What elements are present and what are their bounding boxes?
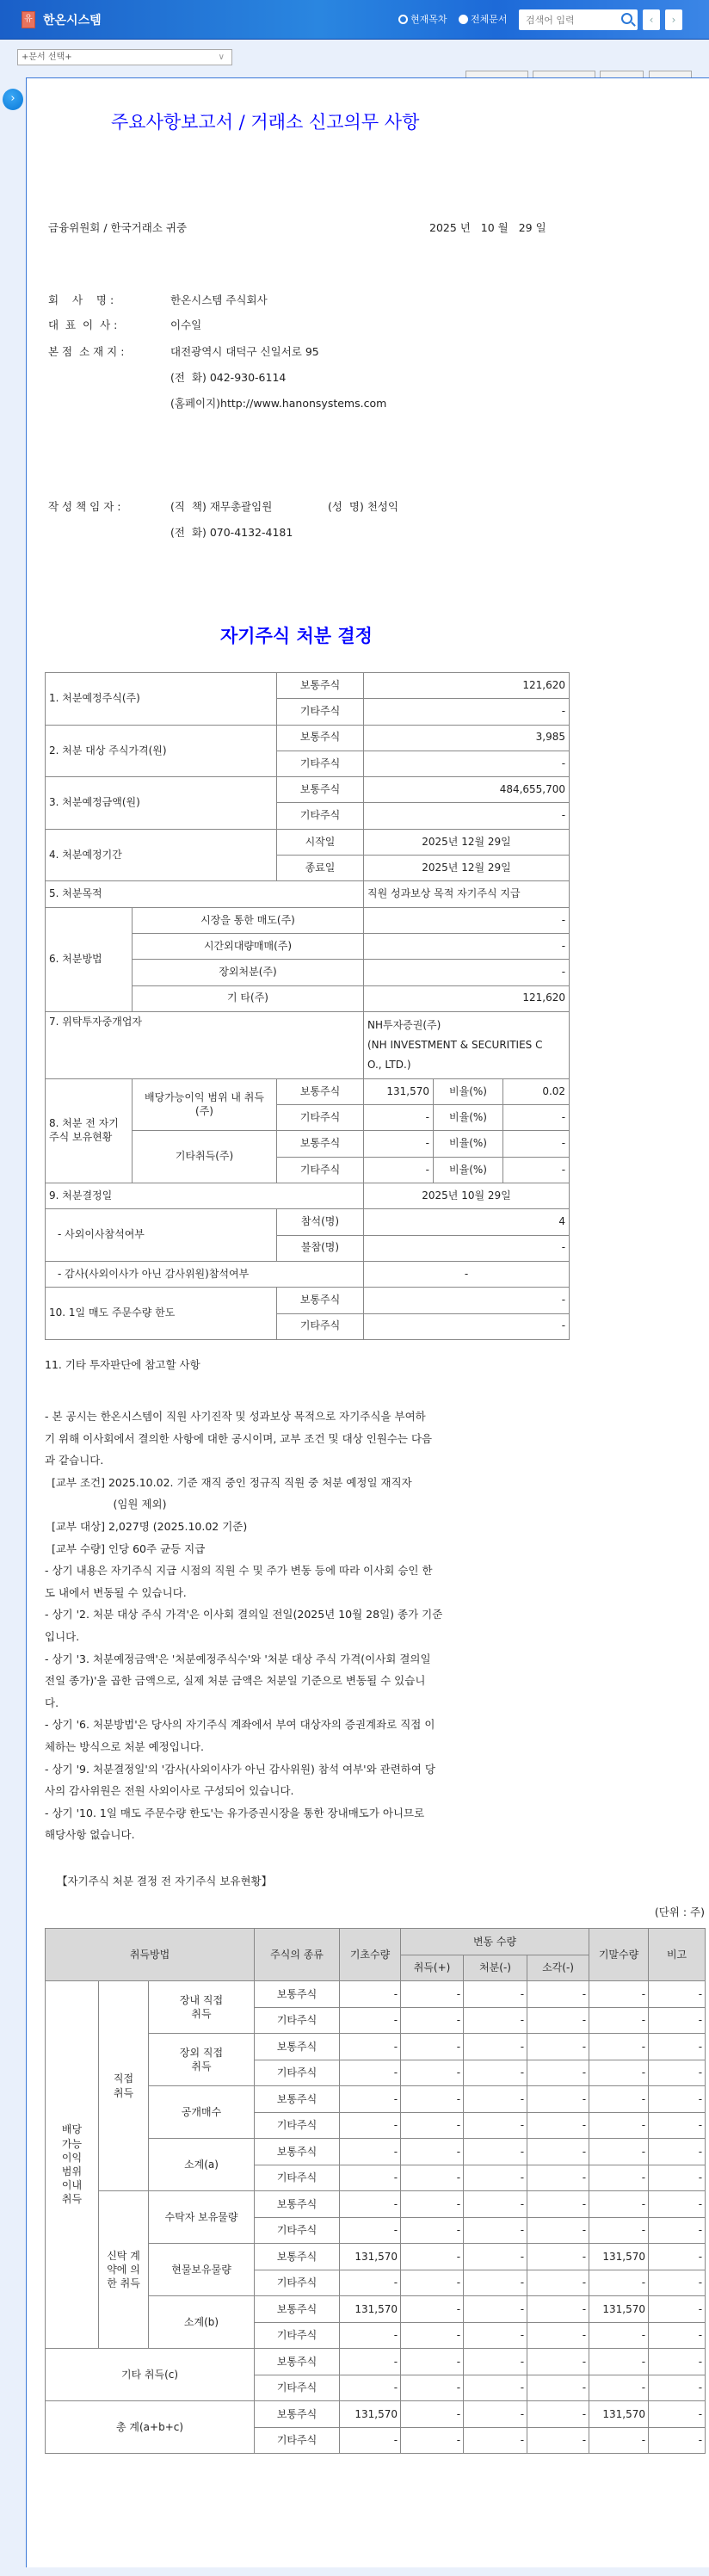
cell-value: - — [401, 2427, 464, 2454]
cell-value: - — [340, 2427, 401, 2454]
cell-value: - — [364, 1313, 570, 1339]
top-bar — [0, 0, 709, 40]
share-type: 기타주식 — [277, 751, 364, 776]
header-type: 주식의 종류 — [255, 1929, 340, 1981]
share-type: 보통주식 — [255, 2191, 340, 2218]
cell-value: - — [340, 2165, 401, 2191]
cell-value: - — [401, 2217, 464, 2244]
row-label: 4. 처분예정기간 — [46, 829, 277, 881]
note-line: - 상기 '6. 처분방법'은 당사의 자기주식 계좌에서 부여 대상자의 증권계좌로 직접 이 — [45, 1718, 435, 1732]
table-row — [46, 907, 570, 933]
cell-value: - — [340, 2270, 401, 2296]
cell-value: - — [401, 2112, 464, 2139]
table-row — [46, 2349, 706, 2375]
cell-value: - — [340, 2139, 401, 2165]
cell-value: - — [527, 2270, 589, 2296]
ratio-label: 비율(%) — [434, 1131, 503, 1157]
cell-value: - — [589, 2217, 649, 2244]
sidebar-toggle-button[interactable]: › — [3, 89, 23, 110]
note-line: 입니다. — [45, 1629, 80, 1643]
share-type: 보통주식 — [255, 2349, 340, 2375]
cell-value: - — [589, 2322, 649, 2349]
cell-value: - — [589, 2427, 649, 2454]
header-dispose: 처분(-) — [464, 1955, 527, 1981]
ratio-label: 비율(%) — [434, 1105, 503, 1131]
cell-value: - — [589, 2007, 649, 2034]
cell-value: - — [464, 2112, 527, 2139]
ratio-label: 비율(%) — [434, 1157, 503, 1183]
share-type: 기타주식 — [277, 1105, 364, 1131]
table-row — [46, 777, 570, 803]
cell-value: - — [401, 2322, 464, 2349]
cell-value: - — [464, 2244, 527, 2270]
cell-value: 3,985 — [364, 725, 570, 751]
cell-value: - — [527, 2191, 589, 2218]
table-row — [46, 1209, 570, 1235]
radio-current-toc[interactable] — [398, 12, 447, 26]
cell-value: - — [649, 2191, 706, 2218]
cell-value: 131,570 — [589, 2401, 649, 2428]
cell-value: - — [340, 1981, 401, 2008]
cell-value: - — [464, 2007, 527, 2034]
group-label: 배당 가능 이익 범위 이내 취득 — [46, 1981, 99, 2349]
row-label: 1. 처분예정주식(주) — [46, 673, 277, 726]
note-line: - 상기 내용은 자기주식 지급 시점의 직원 수 및 주가 변동 등에 따라 이사회 승인 한 — [45, 1564, 433, 1578]
cell-value: - — [527, 2007, 589, 2034]
method-label: 기 타(주) — [133, 985, 364, 1011]
cell-value: - — [527, 2296, 589, 2323]
radio-icon — [398, 15, 408, 24]
homepage-link[interactable]: (홈페이지)http://www.hanonsystems.com — [170, 397, 387, 410]
note-line: 도 내에서 변동될 수 있습니다. — [45, 1585, 187, 1599]
row-label: 2. 처분 대상 주식가격(원) — [46, 725, 277, 777]
method-label: 총 계(a+b+c) — [46, 2401, 255, 2454]
logo-icon: 유 — [22, 11, 35, 28]
share-type: 기타주식 — [277, 699, 364, 725]
note-paragraph — [45, 1405, 578, 1846]
cell-value: 484,655,700 — [364, 777, 570, 803]
company-name-label: 회 사 명 : — [48, 293, 114, 306]
cell-value: - — [464, 2034, 527, 2060]
share-type: 기타주식 — [255, 2427, 340, 2454]
present-label: 참석(명) — [277, 1209, 364, 1235]
cell-value: - — [649, 2060, 706, 2086]
prev-button[interactable]: ‹ — [643, 9, 660, 30]
table-row — [46, 1261, 570, 1287]
cell-value: - — [464, 2401, 527, 2428]
cell-value: - — [364, 907, 570, 933]
cell-value: - — [649, 2244, 706, 2270]
cell-value: - — [340, 2112, 401, 2139]
share-type: 보통주식 — [255, 2296, 340, 2323]
decision-date: 2025년 10월 29일 — [364, 1183, 570, 1209]
cell-value: - — [527, 2244, 589, 2270]
cell-value: - — [401, 2296, 464, 2323]
share-type: 기타주식 — [255, 2112, 340, 2139]
cell-value: - — [464, 2165, 527, 2191]
note-line: 체하는 방식으로 처분 예정입니다. — [45, 1739, 204, 1753]
purpose-value: 직원 성과보상 목적 자기주식 지급 — [364, 881, 570, 907]
cell-value: - — [401, 2060, 464, 2086]
search-box — [519, 9, 638, 30]
search-icon[interactable] — [621, 13, 632, 24]
cell-value: - — [464, 2296, 527, 2323]
cell-value: - — [649, 2427, 706, 2454]
table-row — [46, 1183, 570, 1209]
method-label: 공개매수 — [149, 2086, 255, 2139]
ratio: - — [503, 1131, 570, 1157]
row-label: 10. 1일 매도 주문수량 한도 — [46, 1288, 277, 1340]
broker-value — [364, 1011, 570, 1078]
cell-value: 121,620 — [364, 985, 570, 1011]
qty: - — [364, 1105, 434, 1131]
header-begin: 기초수량 — [340, 1929, 401, 1981]
holdings-title: 【자기주식 처분 결정 전 자기주식 보유현황】 — [57, 1875, 273, 1887]
holdings-table — [45, 1928, 706, 2454]
note-line: 사의 감사위원은 전원 사외이사로 구성되어 있습니다. — [45, 1784, 294, 1798]
cell-value: 131,570 — [589, 2296, 649, 2323]
cell-value: - — [364, 751, 570, 776]
cell-value: - — [401, 2270, 464, 2296]
report-date — [429, 219, 546, 235]
broker-name: NH투자증권(주) — [367, 1018, 441, 1031]
cell-value: - — [649, 2296, 706, 2323]
table-row — [46, 1078, 570, 1104]
subgroup-label: 신탁 계약에 의한 취득 — [99, 2191, 149, 2349]
audit-value: - — [364, 1261, 570, 1287]
cell-value: - — [589, 2191, 649, 2218]
share-type: 보통주식 — [277, 1131, 364, 1157]
cell-value: - — [401, 2139, 464, 2165]
share-type: 기타주식 — [255, 2165, 340, 2191]
note-line: [교부 조건] 2025.10.02. 기준 재직 중인 정규직 직원 중 처분 예정일 재직자 — [45, 1475, 412, 1489]
row-label: 9. 처분결정일 — [46, 1183, 364, 1209]
table-row — [46, 829, 570, 855]
method-label: 장외처분(주) — [133, 960, 364, 985]
note-line: - 상기 '2. 처분 대상 주식 가격'은 이사회 결의일 전일(2025년 10월 28일) 종가 기준 — [45, 1608, 443, 1622]
cell-value: - — [589, 2139, 649, 2165]
cell-value: - — [401, 2401, 464, 2428]
share-type: 보통주식 — [255, 2401, 340, 2428]
date-month: 10 월 — [480, 221, 509, 234]
cell-value: - — [649, 2112, 706, 2139]
note-line: 해당사항 없습니다. — [45, 1828, 135, 1842]
row-label: - 감사(사외이사가 아닌 감사위원)참석여부 — [46, 1261, 364, 1287]
search-input[interactable] — [519, 9, 613, 30]
cell-value: - — [649, 2034, 706, 2060]
share-type: 기타주식 — [277, 1313, 364, 1339]
cell-value: - — [364, 933, 570, 959]
absent-count: - — [364, 1235, 570, 1261]
cell-value: 131,570 — [340, 2296, 401, 2323]
address-label: 본 점 소 재 지 : — [48, 345, 125, 358]
cell-value: - — [464, 2191, 527, 2218]
cell-value: - — [589, 1981, 649, 2008]
responsible-name: (성 명) 천성익 — [328, 500, 399, 513]
row-label: 5. 처분목적 — [46, 881, 364, 907]
cell-value: - — [527, 2322, 589, 2349]
cell-value: - — [340, 2191, 401, 2218]
present-count: 4 — [364, 1209, 570, 1235]
cell-value: 121,620 — [364, 673, 570, 699]
table-row — [46, 673, 570, 699]
row-label: - 사외이사참석여부 — [46, 1209, 277, 1262]
ratio: - — [503, 1105, 570, 1131]
share-type: 기타주식 — [255, 2217, 340, 2244]
cell-value: - — [649, 2349, 706, 2375]
share-type: 보통주식 — [277, 673, 364, 699]
method-label: 수탁자 보유물량 — [149, 2191, 255, 2244]
share-type: 보통주식 — [277, 725, 364, 751]
absent-label: 불참(명) — [277, 1235, 364, 1261]
qty: 131,570 — [364, 1078, 434, 1104]
note-line: 전일 종가)'을 곱한 금액으로, 실제 처분 금액은 처분일 기준으로 변동될 수 있습니 — [45, 1674, 426, 1688]
method-label: 장내 직접 취득 — [149, 1981, 255, 2034]
cell-value: - — [589, 2112, 649, 2139]
note-line: [교부 수량] 인당 60주 균등 지급 — [45, 1541, 206, 1555]
share-type: 보통주식 — [277, 1288, 364, 1313]
cell-value: - — [464, 2322, 527, 2349]
row-label: 3. 처분예정금액(원) — [46, 777, 277, 830]
share-type: 보통주식 — [255, 2086, 340, 2113]
cell-value: 131,570 — [340, 2244, 401, 2270]
cell-value: 131,570 — [589, 2244, 649, 2270]
cell-value: - — [364, 960, 570, 985]
qty: - — [364, 1157, 434, 1183]
share-type: 기타주식 — [255, 2007, 340, 2034]
company-name: 한온시스템 주식회사 — [170, 293, 268, 306]
sub-label: 배당가능이익 범위 내 취득(주) — [133, 1078, 277, 1131]
note-line: (임원 제외) — [45, 1498, 167, 1511]
note-line: - 상기 '9. 처분결정일'의 '감사(사외이사가 아닌 감사위원) 참석 여부'와 관련하여 당 — [45, 1762, 435, 1776]
note-line: - 본 공시는 한온시스템이 직원 사기진작 및 성과보상 목적으로 자기주식을 부여하 — [45, 1410, 426, 1423]
method-label: 장외 직접 취득 — [149, 2034, 255, 2086]
end-label: 종료일 — [277, 856, 364, 881]
unit-label: (단위 : 주) — [654, 1906, 705, 1918]
row-label: 6. 처분방법 — [46, 907, 133, 1011]
share-type: 기타주식 — [277, 803, 364, 829]
method-label: 시간외대량매매(주) — [133, 933, 364, 959]
cell-value: - — [401, 2375, 464, 2401]
end-date: 2025년 12월 29일 — [364, 856, 570, 881]
radio-icon — [459, 15, 468, 24]
row-label: 8. 처분 전 자기주식 보유현황 — [46, 1078, 133, 1183]
cell-value: - — [649, 2007, 706, 2034]
sub-label: 기타취득(주) — [133, 1131, 277, 1183]
date-year: 2025 년 — [429, 221, 471, 234]
cell-value: - — [364, 803, 570, 829]
cell-value: - — [589, 2375, 649, 2401]
cell-value: - — [527, 2427, 589, 2454]
header-cancel: 소각(-) — [527, 1955, 589, 1981]
cell-value: - — [527, 2165, 589, 2191]
cell-value: - — [401, 2086, 464, 2113]
table-row — [46, 1288, 570, 1313]
responsible-label: 작 성 책 임 자 : — [48, 500, 121, 513]
cell-value: - — [364, 699, 570, 725]
recipient: 금융위원회 / 한국거래소 귀중 — [48, 221, 188, 234]
cell-value: - — [649, 2401, 706, 2428]
cell-value: - — [649, 2270, 706, 2296]
method-label: 소계(a) — [149, 2139, 255, 2191]
broker-english-2: O., LTD.) — [367, 1058, 411, 1071]
cell-value: - — [527, 2086, 589, 2113]
cell-value: - — [649, 1981, 706, 2008]
method-label: 기타 취득(c) — [46, 2349, 255, 2401]
cell-value: - — [649, 2086, 706, 2113]
cell-value: - — [649, 2217, 706, 2244]
table-row — [46, 1011, 570, 1078]
ceo-label: 대 표 이 사 : — [48, 318, 118, 331]
cell-value: - — [401, 2191, 464, 2218]
cell-value: - — [340, 2349, 401, 2375]
radio-label: 전체문서 — [471, 14, 508, 25]
cell-value: - — [340, 2060, 401, 2086]
note-line: [교부 대상] 2,027명 (2025.10.02 기준) — [45, 1519, 248, 1533]
share-type: 기타주식 — [255, 2060, 340, 2086]
ratio: 0.02 — [503, 1078, 570, 1104]
cell-value: - — [401, 2244, 464, 2270]
cell-value: - — [589, 2165, 649, 2191]
cell-value: - — [649, 2139, 706, 2165]
cell-value: 131,570 — [340, 2401, 401, 2428]
cell-value: - — [464, 2427, 527, 2454]
address: 대전광역시 대덕구 신일서로 95 — [170, 345, 319, 358]
cell-value: - — [401, 1981, 464, 2008]
broker-english-1: (NH INVESTMENT & SECURITIES C — [367, 1038, 543, 1051]
cell-value: - — [340, 2375, 401, 2401]
share-type: 기타주식 — [255, 2322, 340, 2349]
cell-value: - — [464, 2217, 527, 2244]
cell-value: - — [649, 2375, 706, 2401]
note-line: - 상기 '10. 1일 매도 주문수량 한도'는 유가증권시장을 통한 장내매도가 아니므로 — [45, 1806, 425, 1819]
method-label: 현물보유물량 — [149, 2244, 255, 2296]
share-type: 보통주식 — [277, 1078, 364, 1104]
cell-value: - — [649, 2322, 706, 2349]
row-label: 7. 위탁투자중개업자 — [46, 1011, 364, 1078]
document-frame — [26, 77, 709, 2567]
cell-value: - — [589, 2086, 649, 2113]
table-row — [46, 725, 570, 751]
share-type: 보통주식 — [255, 2034, 340, 2060]
next-button[interactable]: › — [665, 9, 682, 30]
table-row — [46, 881, 570, 907]
table-row — [46, 2191, 706, 2218]
note-line: 기 위해 이사회에서 결의한 사항에 대한 공시이며, 교부 조건 및 대상 인원수는 다음 — [45, 1431, 433, 1445]
ratio-label: 비율(%) — [434, 1078, 503, 1104]
cell-value: - — [464, 2270, 527, 2296]
cell-value: - — [401, 2007, 464, 2034]
cell-value: - — [527, 2060, 589, 2086]
cell-value: - — [464, 2139, 527, 2165]
cell-value: - — [464, 1981, 527, 2008]
share-type: 기타주식 — [255, 2375, 340, 2401]
cell-value: - — [464, 2375, 527, 2401]
cell-value: - — [527, 2112, 589, 2139]
cell-value: - — [527, 2034, 589, 2060]
note-line: 과 같습니다. — [45, 1454, 104, 1467]
cell-value: - — [589, 2349, 649, 2375]
ceo-name: 이수일 — [170, 318, 202, 331]
share-type: 보통주식 — [255, 2139, 340, 2165]
note-line: - 상기 '3. 처분예정금액'은 '처분예정주식수'와 '처분 대상 주식 가격(이사회 결의일 — [45, 1652, 431, 1665]
cell-value: - — [464, 2060, 527, 2086]
cell-value: - — [464, 2086, 527, 2113]
header-row — [46, 1929, 706, 1955]
radio-all-docs[interactable] — [459, 12, 508, 26]
radio-label: 현재목차 — [410, 14, 447, 25]
cell-value: - — [464, 2349, 527, 2375]
cell-value: - — [649, 2165, 706, 2191]
cell-value: - — [401, 2034, 464, 2060]
share-type: 보통주식 — [255, 2244, 340, 2270]
start-date: 2025년 12월 29일 — [364, 829, 570, 855]
brand-name: 한온시스템 — [43, 14, 102, 28]
cell-value: - — [589, 2034, 649, 2060]
cell-value: - — [527, 2375, 589, 2401]
cell-value: - — [340, 2322, 401, 2349]
header-end: 기말수량 — [589, 1929, 649, 1981]
cell-value: - — [401, 2349, 464, 2375]
document-select[interactable] — [17, 49, 232, 65]
section-title: 자기주식 처분 결정 — [220, 625, 373, 646]
cell-value: - — [401, 2165, 464, 2191]
cell-value: - — [340, 2086, 401, 2113]
cell-value: - — [527, 2139, 589, 2165]
cell-value: - — [589, 2060, 649, 2086]
share-type: 보통주식 — [277, 777, 364, 803]
cell-value: - — [527, 2349, 589, 2375]
method-label: 시장을 통한 매도(주) — [133, 907, 364, 933]
responsible-title: (직 책) 재무총괄임원 — [170, 500, 273, 513]
note-heading: 11. 기타 투자판단에 참고할 사항 — [45, 1358, 200, 1371]
share-type: 보통주식 — [255, 1981, 340, 2008]
table-row — [46, 1981, 706, 2008]
note-line: 다. — [45, 1696, 59, 1709]
date-day: 29 일 — [518, 221, 546, 234]
subgroup-label: 직접 취득 — [99, 1981, 149, 2191]
responsible-phone: (전 화) 070-4132-4181 — [170, 526, 293, 539]
header-change: 변동 수량 — [401, 1929, 589, 1955]
cell-value: - — [340, 2007, 401, 2034]
method-label: 소계(b) — [149, 2296, 255, 2349]
cell-value: - — [364, 1288, 570, 1313]
cell-value: - — [589, 2270, 649, 2296]
cell-value: - — [527, 1981, 589, 2008]
table-row — [46, 2401, 706, 2428]
disposal-decision-table — [45, 672, 570, 1340]
report-title: 주요사항보고서 / 거래소 신고의무 사항 — [111, 112, 420, 133]
cell-value: - — [527, 2217, 589, 2244]
start-label: 시작일 — [277, 829, 364, 855]
header-remark: 비고 — [649, 1929, 706, 1981]
cell-value: - — [527, 2401, 589, 2428]
chevron-down-icon: ∨ — [218, 53, 225, 62]
cell-value: - — [340, 2034, 401, 2060]
header-acquire: 취득(+) — [401, 1955, 464, 1981]
cell-value: - — [340, 2217, 401, 2244]
share-type: 기타주식 — [255, 2270, 340, 2296]
ratio: - — [503, 1157, 570, 1183]
share-type: 기타주식 — [277, 1157, 364, 1183]
header-method: 취득방법 — [46, 1929, 255, 1981]
company-phone: (전 화) 042-930-6114 — [170, 371, 287, 384]
document-select-value: +문서 선택+ — [22, 53, 72, 62]
qty: - — [364, 1131, 434, 1157]
